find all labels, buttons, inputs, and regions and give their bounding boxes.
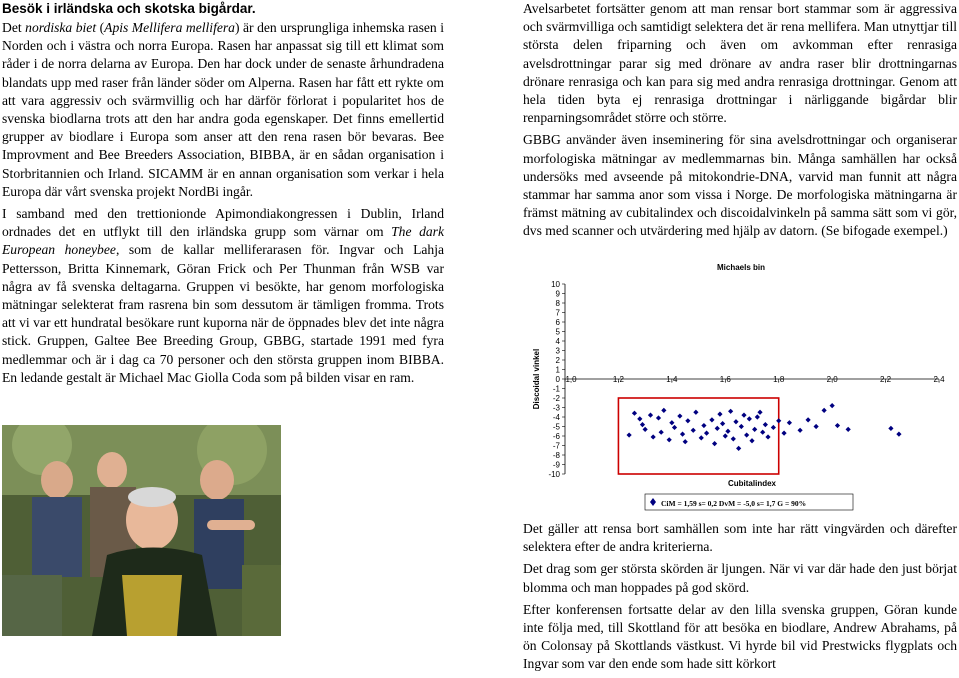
paragraph-breeding: Avelsarbetet fortsätter genom att man rensar bort stammar som är aggressiva och svärmvilliga och samtidigt selektera det är rena mellifera. Man utnyttjar till största delen friparning och även om avkomman efter renrasiga avelsdrottningar parar sig med drönare av andra raser blir drottningarnas drönare renrasiga och kan para sig med andra renrasiga drottningar. Genom att hela tiden byta ej renrasiga drottningar i närliggande bigårdar blir renparningsområdet större och större. [523,1,957,126]
text-run: ( [96,20,105,35]
x-tick-label: 2,0 [826,375,838,384]
y-tick-label: 5 [555,327,560,337]
paragraph-selection: Det gäller att rensa bort samhällen som inte har rätt vingvärden och därefter selektera efter de andra kriterierna. [523,521,957,555]
text-run: I samband med den trettionionde Apimondiakongressen i Dublin, Irland ordnades det en utflykt till den irländska grupp som värnar om [2,206,444,240]
chart-svg [523,256,955,514]
italic-text: nordiska biet [25,20,97,35]
y-tick-label: 6 [555,318,560,327]
y-tick-label: -9 [552,460,560,470]
italic-text: Apis Mellifera mellifera [104,20,235,35]
y-tick-label: -3 [552,403,560,413]
y-tick-label: -5 [552,422,560,432]
paragraph-gbbg: GBBG använder även inseminering för sina avelsdrottningar och organiserar morfologiska mätningar av medlemmarnas bin. Många samhällen har också undersöks med avseende på mitokondrie-DNA, varvid man funnit att några stammar har samma anor som vissa i Norge. De morfologiska mätningarna är främst mätning av cubitalindex och discoidalvinkeln på samma sätt som vi gör, dvs med scanner och utvärdering med hjälp av datorn. (Se bifogade exempel.) [523,132,957,239]
photo-illustration [2,425,281,636]
paragraph-dublin [2,205,444,387]
y-tick-label: 1 [555,365,560,375]
chart-title: Michaels bin [716,263,766,272]
y-tick-label: 8 [555,299,560,308]
paragraph-intro [2,19,444,201]
paragraph-harvest: Det drag som ger största skörden är ljungen. När vi var där hade den just börjat blomma och man hoppades på god skörd. [523,561,957,595]
x-tick-label: 1,4 [666,375,678,384]
article-title: Besök i irländska och skotska bigårdar. [2,1,256,16]
y-tick-label: 2 [555,356,560,365]
text-run: Det [2,20,26,35]
x-tick-label: 1,0 [565,375,577,384]
y-tick-label: 10 [551,280,560,289]
y-tick-label: -6 [552,432,560,441]
y-tick-label: 9 [555,289,560,299]
right-column-bottom [523,520,957,678]
text-run: ) är den ursprungliga inhemska rasen i Norden och i västra och norra Europa. Rasen har anpassat sig till ett klimat som råder i de norra delarna av Europa. Den har dock under de senaste århundradena blandats upp med raser från länder söder om Alperna. Rasen har fått ett rykte om att vara aggressiv och svärmvillig och har därför förlorat i popularitet hos de svenska biodlarna trots att den har andra goda egenskaper. Det finns emellertid grupper av biodlare i Europa som anser att den rena rasen bör bevaras. Bee Improvment and Bee Breeders Association, BIBBA, är en sådan organisation i Storbritannien och Irland. SICAMM är en annan organisation som verkar i hela Europa där vårt svenska projekt NordBi ingår. [2,20,444,199]
y-tick-label: -2 [552,394,560,403]
x-tick-label: 1,6 [719,375,731,384]
group-photo [2,425,281,636]
y-tick-label: 4 [555,337,560,346]
y-tick-label: -4 [552,413,560,422]
y-tick-label: -7 [552,441,560,451]
y-tick-label: -1 [552,384,560,394]
y-tick-label: -10 [548,470,560,479]
x-tick-label: 1,8 [773,375,785,384]
left-column [2,0,444,391]
y-tick-label: -8 [552,451,560,460]
x-tick-label: 2,2 [880,375,892,384]
y-tick-label: 3 [555,346,560,356]
text-run: , som de kallar melliferarasen för. Ingvar och Lahja Pettersson, Britta Kinnemark, Göran Frick och Per Thunman från WSB var några av få svenska deltagarna. Gruppen vi besökte, har genom morfologiska mätningar selekterat fram rasrena bin som dessutom är tämligen fromma. Trots att vi var ett hundratal besökare runt kuporna när de öppnades blev det inte några stick. Gruppen, Galtee Bee Breeding Group, GBBG, startade 1991 med fyra medlemmar och är i dag ca 70 personer och den största gruppen inom BIBBA. En ledande gestalt är Michael Mac Giolla Coda som på bilden visar en ram. [2,242,445,385]
y-tick-label: 7 [555,308,560,318]
right-column [523,0,957,245]
y-axis-label: Discoidal vinkel [532,348,541,410]
paragraph-scotland: Efter konferensen fortsatte delar av den lilla svenska gruppen, Göran kunde inte följa med, till Skottland för att besöka en biodlare, Andrew Abrahams, på ön Colonsay på Skottlands västkust. Vi hyrde bil vid Prestwicks flygplats och Ingvar som var den ende som hade sitt körkort [523,601,957,672]
italic-text: The dark European honeybee [2,224,444,258]
scatter-chart [523,256,955,514]
x-axis-label: Cubitalindex [727,479,777,488]
legend-label: CiM = 1,59 s= 0,2 DvM = -5,0 s= 1,7 G = 90% [661,499,807,508]
x-tick-label: 1,2 [612,375,624,384]
chart-background [523,256,955,514]
x-tick-label: 2,4 [933,375,945,384]
y-tick-label: 0 [555,375,560,384]
